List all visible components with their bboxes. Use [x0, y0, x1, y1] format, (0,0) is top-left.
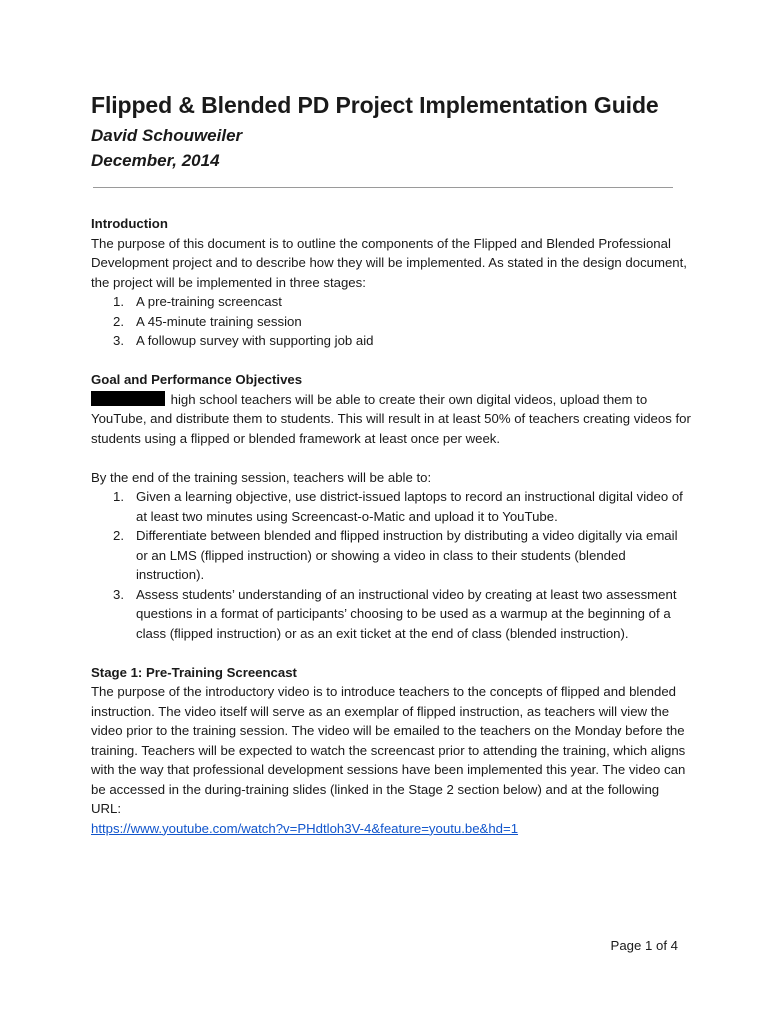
list-item-text: A followup survey with supporting job aid	[136, 333, 374, 348]
objectives-list	[91, 487, 691, 643]
spacer	[91, 448, 691, 468]
introduction-paragraph: The purpose of this document is to outline the components of the Flipped and Blended Professional Development project and to describe how they will be implemented. As stated in the design document, the project will be implemented in three stages:	[91, 235, 687, 290]
list-number: 1.	[113, 294, 124, 309]
list-item	[91, 292, 691, 312]
section-heading-goals: Goal and Performance Objectives	[91, 372, 303, 387]
stages-list	[91, 292, 691, 351]
document-title: Flipped & Blended PD Project Implementation Guide	[91, 92, 659, 118]
goal-text: high school teachers will be able to create their own digital videos, upload them to YouTube, and distribute them to students. This will result in at least 50% of teachers creating videos for students using a flipped or blended framework at least once per week.	[91, 391, 691, 446]
list-item-text: Differentiate between blended and flipped instruction by distributing a video digitally via email or an LMS (flipped instruction) or showing a video in class to their students (blended instruction).	[136, 528, 678, 582]
document-date: December, 2014	[91, 151, 220, 170]
list-item-text: Given a learning objective, use district-issued laptops to record an instructional digital video of at least two minutes using Screencast-o-Matic and upload it to YouTube.	[136, 489, 683, 524]
document-body	[91, 214, 691, 838]
section-heading-introduction: Introduction	[91, 216, 168, 231]
list-number: 3.	[113, 333, 124, 348]
spacer	[91, 643, 691, 663]
list-item-text: A 45-minute training session	[136, 313, 302, 329]
page-number: Page 1 of 4	[610, 938, 678, 953]
stage-1-url-line	[91, 819, 691, 839]
list-number: 3.	[113, 586, 124, 602]
list-item-text: A pre-training screencast	[136, 294, 282, 309]
list-item	[91, 312, 691, 332]
redaction-block	[91, 391, 165, 406]
spacer	[91, 351, 691, 371]
objectives-lead: By the end of the training session, teachers will be able to:	[91, 469, 432, 485]
list-item	[91, 526, 691, 585]
list-number: 2.	[113, 313, 124, 329]
document-author: David Schouweiler	[91, 126, 243, 145]
goal-paragraph	[91, 390, 691, 449]
list-number: 1.	[113, 489, 124, 504]
list-item	[91, 585, 691, 644]
list-item-text: Assess students’ understanding of an instructional video by creating at least two assessment questions in a format of participants’ choosing to be used as a warmup at the beginning of a class (flipped instruction) or as an exit ticket at the end of class (blended instruction).	[136, 586, 677, 641]
list-item	[91, 487, 691, 526]
list-item	[91, 331, 691, 351]
horizontal-rule	[93, 187, 673, 188]
stage-1-paragraph: The purpose of the introductory video is to introduce teachers to the concepts of flipped and blended instruction. The video itself will serve as an exemplar of flipped instruction, as teachers will view the video prior to the training session. The video will be emailed to the teachers on the Monday before the training. Teachers will be expected to watch the screencast prior to attending the training, which aligns with the way that professional development sessions have been implemented this year. The video can be accessed in the during-training slides (linked in the Stage 2 section below) and at the following URL:	[91, 684, 686, 816]
list-number: 2.	[113, 528, 124, 543]
section-heading-stage-1: Stage 1: Pre-Training Screencast	[91, 664, 297, 680]
screencast-link[interactable]: https://www.youtube.com/watch?v=PHdtloh3V-4&feature=youtu.be&hd=1	[91, 820, 519, 836]
